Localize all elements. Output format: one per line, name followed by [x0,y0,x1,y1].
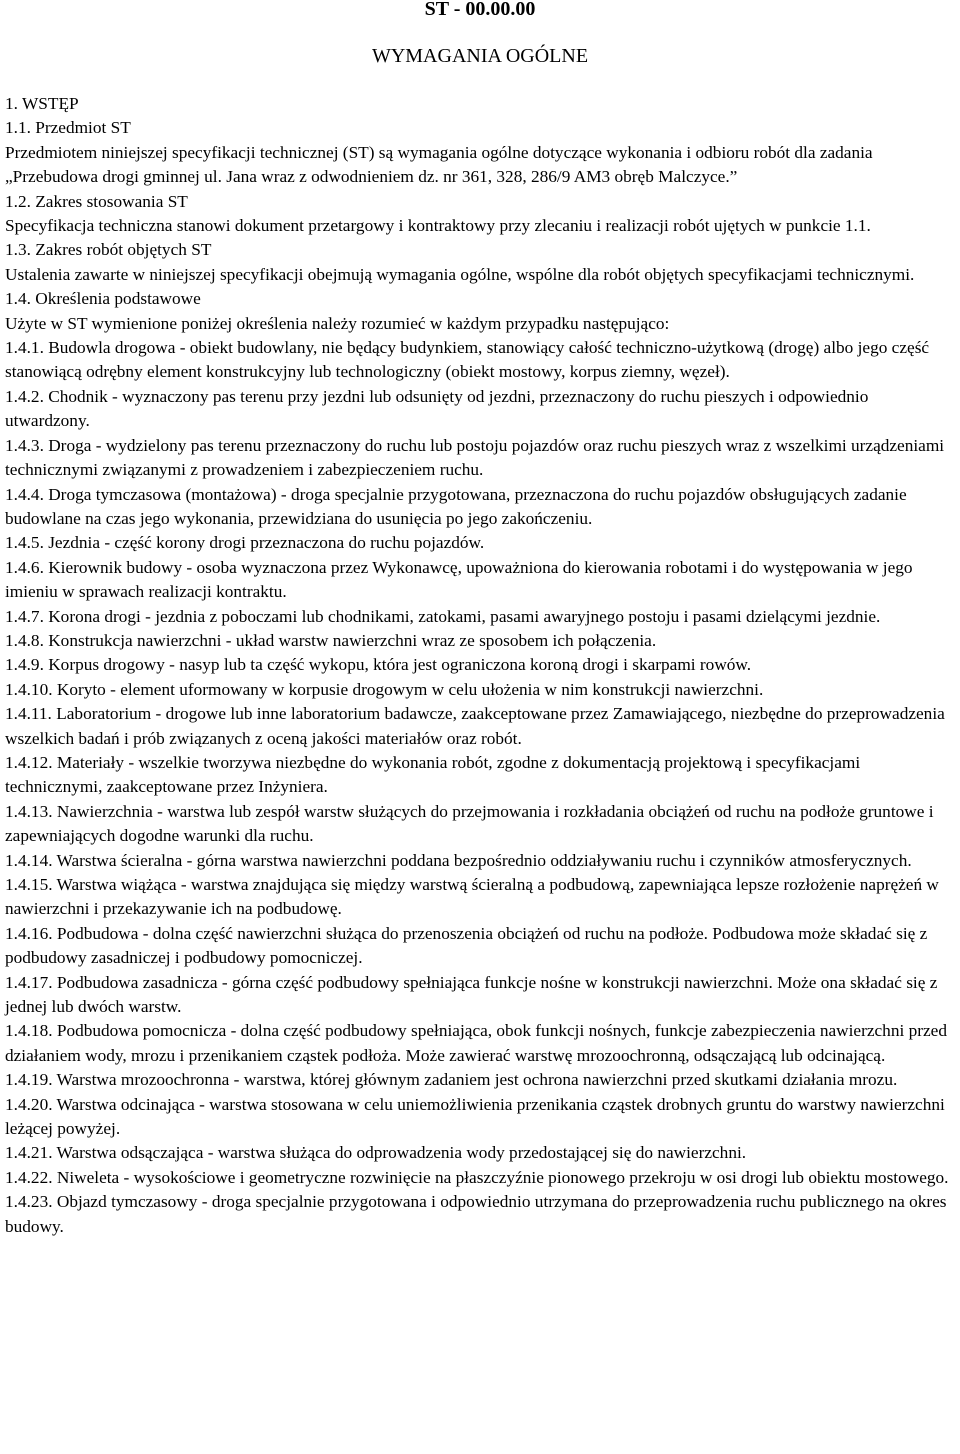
subsection-heading: 1.4. Określenia podstawowe [5,289,201,309]
definition-item: 1.4.11. Laboratorium - drogowe lub inne laboratorium badawcze, zaakceptowane przez Zamawiającego, niezbędne do przeprowadzenia wszelkich badań i prób związanych z oceną jakości materiałów oraz robót. [5,704,945,748]
definition-item: 1.4.10. Koryto - element uformowany w korpusie drogowym w celu ułożenia w nim konstrukcji nawierzchni. [5,679,764,699]
definition-item: 1.4.8. Konstrukcja nawierzchni - układ warstw nawierzchni wraz ze sposobem ich połączenia. [5,630,657,650]
definition-item: 1.4.23. Objazd tymczasowy - droga specjalnie przygotowana i odpowiednio utrzymana do przeprowadzenia ruchu publicznego na okres budowy. [5,1192,947,1236]
paragraph: Przedmiotem niniejszej specyfikacji technicznej (ST) są wymagania ogólne dotyczące wykonania i odbioru robót dla zadania „Przebudowa drogi gminnej ul. Jana wraz z odwodnieniem dz. nr 361, 328, 286/9 AM3 obręb Malczyce.” [5,142,873,187]
document-code: ST - 00.00.00 [424,0,536,20]
subsection-heading: 1.3. Zakres robót objętych ST [5,240,212,260]
definition-item: 1.4.13. Nawierzchnia - warstwa lub zespół warstw służących do przejmowania i rozkładania obciążeń od ruchu na podłoże gruntowe i zapewniających dogodne warunki dla ruchu. [5,801,934,846]
definition-item: 1.4.3. Droga - wydzielony pas terenu przeznaczony do ruchu lub postoju pojazdów oraz ruchu pieszych wraz z wszelkimi urządzeniami technicznymi związanymi z prowadzeniem i zabezpieczeniem ruchu. [5,435,945,480]
section-heading: 1. WSTĘP [5,94,79,113]
document-title: WYMAGANIA OGÓLNE [371,45,589,67]
definition-item: 1.4.5. Jezdnia - część korony drogi przeznaczona do ruchu pojazdów. [5,533,485,553]
definition-item: 1.4.16. Podbudowa - dolna część nawierzchni służąca do przenoszenia obciążeń od ruchu na podłoże. Podbudowa może składać się z podbudowy zasadniczej i podbudowy pomocniczej. [5,923,928,968]
definition-item: 1.4.12. Materiały - wszelkie tworzywa niezbędne do wykonania robót, zgodne z dokumentacją projektową i specyfikacjami technicznymi, zaakceptowane przez Inżyniera. [5,752,861,797]
definition-item: 1.4.22. Niweleta - wysokościowe i geometryczne rozwinięcie na płaszczyźnie pionowego przekroju w osi drogi lub obiektu mostowego. [5,1167,949,1187]
paragraph: Ustalenia zawarte w niniejszej specyfikacji obejmują wymagania ogólne, wspólne dla robót objętych specyfikacjami technicznymi. [5,264,915,284]
definition-item: 1.4.21. Warstwa odsączająca - warstwa służąca do odprowadzenia wody przedostającej się do nawierzchni. [5,1143,747,1163]
subsection-heading: 1.2. Zakres stosowania ST [5,191,188,211]
definition-item: 1.4.6. Kierownik budowy - osoba wyznaczona przez Wykonawcę, upoważniona do kierowania robotami i do występowania w jego imieniu w sprawach realizacji kontraktu. [5,557,913,602]
definition-item: 1.4.18. Podbudowa pomocnicza - dolna część podbudowy spełniająca, obok funkcji nośnych, funkcje zabezpieczenia nawierzchni przed działaniem wody, mrozu i przenikaniem cząstek podłoża. Może zawierać warstwę mrozoochronną, odsączającą lub odcinającą. [5,1021,947,1065]
document-body [5,92,955,1239]
definition-item: 1.4.4. Droga tymczasowa (montażowa) - droga specjalnie przygotowana, przeznaczona do ruchu pojazdów obsługujących zadanie budowlane na czas jego wykonania, przewidziana do usunięcia po jego zakończeniu. [5,484,907,528]
definition-item: 1.4.1. Budowla drogowa - obiekt budowlany, nie będący budynkiem, stanowiący całość techniczno-użytkową (drogę) albo jego część stanowiącą odrębny element konstrukcyjny lub technologiczny (obiekt mostowy, korpus ziemny, węzeł). [5,338,930,382]
definition-item: 1.4.19. Warstwa mrozoochronna - warstwa, której głównym zadaniem jest ochrona nawierzchni przed skutkami działania mrozu. [5,1070,898,1090]
definition-item: 1.4.14. Warstwa ścieralna - górna warstwa nawierzchni poddana bezpośrednio oddziaływaniu ruchu i czynników atmosferycznych. [5,850,912,870]
subsection-heading: 1.1. Przedmiot ST [5,118,131,138]
definition-item: 1.4.7. Korona drogi - jezdnia z poboczami lub chodnikami, zatokami, pasami awaryjnego postoju i pasami dzielącymi jezdnie. [5,606,881,626]
paragraph: Użyte w ST wymienione poniżej określenia należy rozumieć w każdym przypadku następująco: [5,313,670,333]
definition-item: 1.4.17. Podbudowa zasadnicza - górna część podbudowy spełniająca funkcje nośne w konstrukcji nawierzchni. Może ona składać się z jednej lub dwóch warstw. [5,972,938,1017]
definition-item: 1.4.2. Chodnik - wyznaczony pas terenu przy jezdni lub odsunięty od jezdni, przeznaczony do ruchu pieszych i odpowiednio utwardzony. [5,386,869,431]
definition-item: 1.4.15. Warstwa wiążąca - warstwa znajdująca się między warstwą ścieralną a podbudową, zapewniająca lepsze rozłożenie naprężeń w nawierzchni i przekazywanie ich na podbudowę. [5,875,939,919]
definition-item: 1.4.9. Korpus drogowy - nasyp lub ta część wykopu, która jest ograniczona koroną drogi i skarpami rowów. [5,655,752,675]
definition-item: 1.4.20. Warstwa odcinająca - warstwa stosowana w celu uniemożliwienia przenikania cząstek drobnych gruntu do warstwy nawierzchni leżącej powyżej. [5,1094,945,1139]
paragraph: Specyfikacja techniczna stanowi dokument przetargowy i kontraktowy przy zlecaniu i realizacji robót ujętych w punkcie 1.1. [5,216,871,236]
